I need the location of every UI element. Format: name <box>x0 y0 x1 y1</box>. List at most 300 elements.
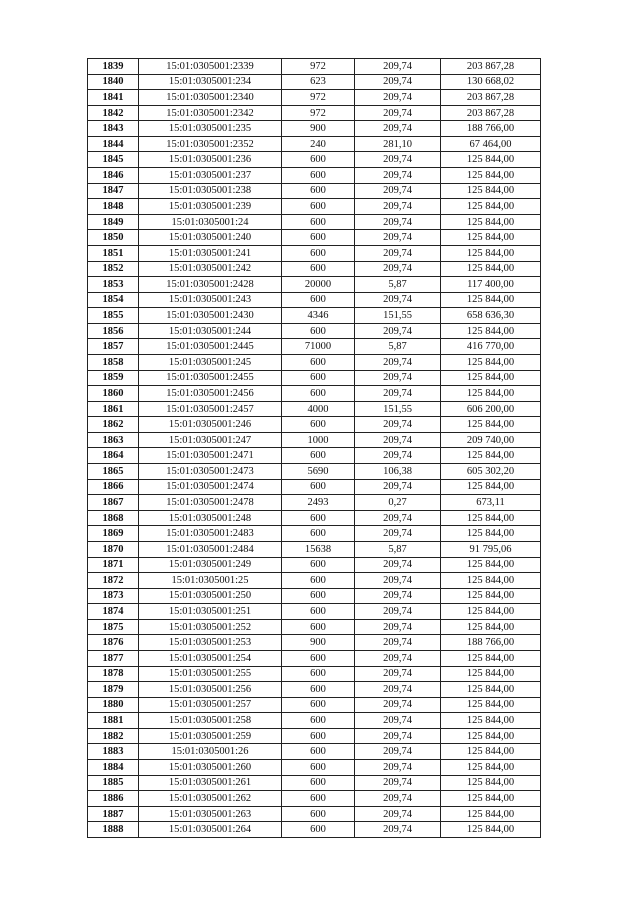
cadastral-value-cell: 125 844,00 <box>441 479 541 495</box>
cadastral-number-cell: 15:01:0305001:236 <box>139 152 282 168</box>
table-row <box>88 495 541 511</box>
cadastral-number-cell: 15:01:0305001:2340 <box>139 90 282 106</box>
cadastral-value-cell: 209 740,00 <box>441 432 541 448</box>
area-cell: 600 <box>282 650 355 666</box>
table-row <box>88 557 541 573</box>
row-number-cell: 1868 <box>88 510 139 526</box>
table-row <box>88 105 541 121</box>
cadastral-number-cell: 15:01:0305001:237 <box>139 168 282 184</box>
area-cell: 600 <box>282 230 355 246</box>
specific-value-cell: 209,74 <box>355 214 441 230</box>
table-row <box>88 323 541 339</box>
table-row <box>88 526 541 542</box>
area-cell: 600 <box>282 479 355 495</box>
row-number-cell: 1862 <box>88 417 139 433</box>
cadastral-number-cell: 15:01:0305001:250 <box>139 588 282 604</box>
specific-value-cell: 209,74 <box>355 510 441 526</box>
area-cell: 600 <box>282 261 355 277</box>
cadastral-number-cell: 15:01:0305001:25 <box>139 573 282 589</box>
cadastral-value-cell: 125 844,00 <box>441 386 541 402</box>
cadastral-value-cell: 125 844,00 <box>441 806 541 822</box>
table-row <box>88 604 541 620</box>
specific-value-cell: 209,74 <box>355 697 441 713</box>
row-number-cell: 1847 <box>88 183 139 199</box>
row-number-cell: 1873 <box>88 588 139 604</box>
area-cell: 600 <box>282 448 355 464</box>
specific-value-cell: 281,10 <box>355 136 441 152</box>
row-number-cell: 1863 <box>88 432 139 448</box>
specific-value-cell: 106,38 <box>355 464 441 480</box>
cadastral-value-cell: 125 844,00 <box>441 619 541 635</box>
area-cell: 600 <box>282 588 355 604</box>
row-number-cell: 1857 <box>88 339 139 355</box>
cadastral-number-cell: 15:01:0305001:2455 <box>139 370 282 386</box>
row-number-cell: 1886 <box>88 791 139 807</box>
row-number-cell: 1876 <box>88 635 139 651</box>
cadastral-value-cell: 416 770,00 <box>441 339 541 355</box>
cadastral-value-cell: 125 844,00 <box>441 604 541 620</box>
row-number-cell: 1864 <box>88 448 139 464</box>
row-number-cell: 1871 <box>88 557 139 573</box>
area-cell: 4000 <box>282 401 355 417</box>
cadastral-value-cell: 125 844,00 <box>441 775 541 791</box>
cadastral-value-cell: 125 844,00 <box>441 791 541 807</box>
table-row <box>88 791 541 807</box>
specific-value-cell: 5,87 <box>355 277 441 293</box>
row-number-cell: 1842 <box>88 105 139 121</box>
row-number-cell: 1846 <box>88 168 139 184</box>
cadastral-number-cell: 15:01:0305001:260 <box>139 760 282 776</box>
table-row <box>88 136 541 152</box>
table-row <box>88 541 541 557</box>
table-row <box>88 261 541 277</box>
row-number-cell: 1872 <box>88 573 139 589</box>
cadastral-number-cell: 15:01:0305001:2445 <box>139 339 282 355</box>
area-cell: 972 <box>282 105 355 121</box>
area-cell: 600 <box>282 728 355 744</box>
table-row <box>88 292 541 308</box>
cadastral-number-cell: 15:01:0305001:251 <box>139 604 282 620</box>
cadastral-number-cell: 15:01:0305001:242 <box>139 261 282 277</box>
cadastral-value-cell: 188 766,00 <box>441 121 541 137</box>
cadastral-value-cell: 203 867,28 <box>441 90 541 106</box>
cadastral-value-cell: 125 844,00 <box>441 728 541 744</box>
row-number-cell: 1858 <box>88 354 139 370</box>
specific-value-cell: 209,74 <box>355 650 441 666</box>
table-row <box>88 822 541 838</box>
table-row <box>88 339 541 355</box>
cadastral-value-cell: 606 200,00 <box>441 401 541 417</box>
specific-value-cell: 209,74 <box>355 245 441 261</box>
table-row <box>88 74 541 90</box>
specific-value-cell: 0,27 <box>355 495 441 511</box>
specific-value-cell: 209,74 <box>355 370 441 386</box>
row-number-cell: 1854 <box>88 292 139 308</box>
area-cell: 972 <box>282 59 355 75</box>
specific-value-cell: 209,74 <box>355 588 441 604</box>
area-cell: 600 <box>282 791 355 807</box>
area-cell: 2493 <box>282 495 355 511</box>
cadastral-number-cell: 15:01:0305001:2457 <box>139 401 282 417</box>
row-number-cell: 1849 <box>88 214 139 230</box>
cadastral-value-cell: 125 844,00 <box>441 354 541 370</box>
specific-value-cell: 209,74 <box>355 90 441 106</box>
row-number-cell: 1853 <box>88 277 139 293</box>
specific-value-cell: 209,74 <box>355 417 441 433</box>
table-row <box>88 90 541 106</box>
row-number-cell: 1870 <box>88 541 139 557</box>
specific-value-cell: 209,74 <box>355 74 441 90</box>
specific-value-cell: 209,74 <box>355 728 441 744</box>
row-number-cell: 1848 <box>88 199 139 215</box>
cadastral-number-cell: 15:01:0305001:254 <box>139 650 282 666</box>
cadastral-value-cell: 125 844,00 <box>441 417 541 433</box>
cadastral-number-cell: 15:01:0305001:24 <box>139 214 282 230</box>
area-cell: 900 <box>282 121 355 137</box>
specific-value-cell: 209,74 <box>355 152 441 168</box>
table-row <box>88 245 541 261</box>
cadastral-number-cell: 15:01:0305001:247 <box>139 432 282 448</box>
cadastral-number-cell: 15:01:0305001:238 <box>139 183 282 199</box>
cadastral-value-cell: 203 867,28 <box>441 105 541 121</box>
area-cell: 600 <box>282 775 355 791</box>
row-number-cell: 1860 <box>88 386 139 402</box>
cadastral-number-cell: 15:01:0305001:2430 <box>139 308 282 324</box>
specific-value-cell: 209,74 <box>355 105 441 121</box>
row-number-cell: 1855 <box>88 308 139 324</box>
specific-value-cell: 209,74 <box>355 432 441 448</box>
cadastral-value-cell: 125 844,00 <box>441 199 541 215</box>
specific-value-cell: 209,74 <box>355 744 441 760</box>
row-number-cell: 1875 <box>88 619 139 635</box>
specific-value-cell: 209,74 <box>355 619 441 635</box>
row-number-cell: 1878 <box>88 666 139 682</box>
cadastral-value-cell: 130 668,02 <box>441 74 541 90</box>
cadastral-number-cell: 15:01:0305001:239 <box>139 199 282 215</box>
cadastral-value-cell: 67 464,00 <box>441 136 541 152</box>
row-number-cell: 1850 <box>88 230 139 246</box>
cadastral-number-cell: 15:01:0305001:249 <box>139 557 282 573</box>
cadastral-value-cell: 125 844,00 <box>441 152 541 168</box>
table-row <box>88 728 541 744</box>
table-row <box>88 619 541 635</box>
cadastral-value-cell: 203 867,28 <box>441 59 541 75</box>
cadastral-value-cell: 125 844,00 <box>441 510 541 526</box>
table-row <box>88 401 541 417</box>
area-cell: 240 <box>282 136 355 152</box>
table-row <box>88 354 541 370</box>
cadastral-number-cell: 15:01:0305001:253 <box>139 635 282 651</box>
row-number-cell: 1879 <box>88 682 139 698</box>
table-row <box>88 168 541 184</box>
table-row <box>88 121 541 137</box>
table-row <box>88 59 541 75</box>
cadastral-number-cell: 15:01:0305001:2352 <box>139 136 282 152</box>
table-body <box>88 59 541 838</box>
cadastral-value-cell: 125 844,00 <box>441 448 541 464</box>
row-number-cell: 1865 <box>88 464 139 480</box>
specific-value-cell: 209,74 <box>355 323 441 339</box>
specific-value-cell: 209,74 <box>355 682 441 698</box>
table-row <box>88 744 541 760</box>
row-number-cell: 1882 <box>88 728 139 744</box>
area-cell: 600 <box>282 822 355 838</box>
row-number-cell: 1888 <box>88 822 139 838</box>
area-cell: 600 <box>282 713 355 729</box>
cadastral-value-cell: 125 844,00 <box>441 760 541 776</box>
area-cell: 600 <box>282 682 355 698</box>
row-number-cell: 1874 <box>88 604 139 620</box>
cadastral-value-cell: 125 844,00 <box>441 323 541 339</box>
cadastral-value-cell: 125 844,00 <box>441 697 541 713</box>
row-number-cell: 1880 <box>88 697 139 713</box>
table-row <box>88 806 541 822</box>
row-number-cell: 1844 <box>88 136 139 152</box>
cadastral-value-cell: 673,11 <box>441 495 541 511</box>
area-cell: 71000 <box>282 339 355 355</box>
cadastral-value-cell: 125 844,00 <box>441 713 541 729</box>
area-cell: 600 <box>282 214 355 230</box>
cadastral-value-cell: 125 844,00 <box>441 588 541 604</box>
row-number-cell: 1851 <box>88 245 139 261</box>
specific-value-cell: 209,74 <box>355 183 441 199</box>
table-row <box>88 666 541 682</box>
table-row <box>88 682 541 698</box>
specific-value-cell: 209,74 <box>355 448 441 464</box>
area-cell: 900 <box>282 635 355 651</box>
row-number-cell: 1877 <box>88 650 139 666</box>
specific-value-cell: 209,74 <box>355 557 441 573</box>
row-number-cell: 1866 <box>88 479 139 495</box>
specific-value-cell: 209,74 <box>355 121 441 137</box>
cadastral-number-cell: 15:01:0305001:240 <box>139 230 282 246</box>
cadastral-value-cell: 125 844,00 <box>441 744 541 760</box>
area-cell: 600 <box>282 760 355 776</box>
area-cell: 600 <box>282 604 355 620</box>
cadastral-value-cell: 125 844,00 <box>441 168 541 184</box>
specific-value-cell: 209,74 <box>355 59 441 75</box>
specific-value-cell: 209,74 <box>355 604 441 620</box>
table-row <box>88 479 541 495</box>
table-row <box>88 277 541 293</box>
specific-value-cell: 209,74 <box>355 292 441 308</box>
row-number-cell: 1881 <box>88 713 139 729</box>
table-row <box>88 417 541 433</box>
area-cell: 600 <box>282 557 355 573</box>
cadastral-number-cell: 15:01:0305001:2484 <box>139 541 282 557</box>
cadastral-value-cell: 658 636,30 <box>441 308 541 324</box>
cadastral-value-cell: 125 844,00 <box>441 183 541 199</box>
table-row <box>88 230 541 246</box>
cadastral-number-cell: 15:01:0305001:2342 <box>139 105 282 121</box>
row-number-cell: 1867 <box>88 495 139 511</box>
area-cell: 1000 <box>282 432 355 448</box>
table-row <box>88 386 541 402</box>
cadastral-number-cell: 15:01:0305001:258 <box>139 713 282 729</box>
table-row <box>88 183 541 199</box>
cadastral-number-cell: 15:01:0305001:245 <box>139 354 282 370</box>
row-number-cell: 1861 <box>88 401 139 417</box>
cadastral-value-cell: 117 400,00 <box>441 277 541 293</box>
area-cell: 600 <box>282 573 355 589</box>
specific-value-cell: 209,74 <box>355 479 441 495</box>
table-row <box>88 510 541 526</box>
row-number-cell: 1859 <box>88 370 139 386</box>
cadastral-value-cell: 91 795,06 <box>441 541 541 557</box>
specific-value-cell: 5,87 <box>355 541 441 557</box>
table-row <box>88 713 541 729</box>
area-cell: 600 <box>282 744 355 760</box>
table-row <box>88 448 541 464</box>
cadastral-number-cell: 15:01:0305001:2474 <box>139 479 282 495</box>
specific-value-cell: 209,74 <box>355 199 441 215</box>
cadastral-value-cell: 125 844,00 <box>441 370 541 386</box>
cadastral-number-cell: 15:01:0305001:248 <box>139 510 282 526</box>
area-cell: 5690 <box>282 464 355 480</box>
cadastral-value-cell: 125 844,00 <box>441 666 541 682</box>
cadastral-value-cell: 125 844,00 <box>441 650 541 666</box>
table-row <box>88 760 541 776</box>
cadastral-number-cell: 15:01:0305001:263 <box>139 806 282 822</box>
specific-value-cell: 209,74 <box>355 806 441 822</box>
cadastral-value-cell: 125 844,00 <box>441 526 541 542</box>
area-cell: 600 <box>282 183 355 199</box>
cadastral-number-cell: 15:01:0305001:246 <box>139 417 282 433</box>
specific-value-cell: 209,74 <box>355 713 441 729</box>
specific-value-cell: 209,74 <box>355 635 441 651</box>
specific-value-cell: 151,55 <box>355 401 441 417</box>
area-cell: 600 <box>282 354 355 370</box>
row-number-cell: 1852 <box>88 261 139 277</box>
specific-value-cell: 209,74 <box>355 573 441 589</box>
row-number-cell: 1840 <box>88 74 139 90</box>
specific-value-cell: 5,87 <box>355 339 441 355</box>
area-cell: 972 <box>282 90 355 106</box>
specific-value-cell: 209,74 <box>355 822 441 838</box>
cadastral-number-cell: 15:01:0305001:2483 <box>139 526 282 542</box>
area-cell: 600 <box>282 292 355 308</box>
specific-value-cell: 209,74 <box>355 168 441 184</box>
cadastral-value-cell: 125 844,00 <box>441 214 541 230</box>
cadastral-value-cell: 125 844,00 <box>441 682 541 698</box>
area-cell: 20000 <box>282 277 355 293</box>
row-number-cell: 1856 <box>88 323 139 339</box>
cadastral-value-cell: 188 766,00 <box>441 635 541 651</box>
cadastral-number-cell: 15:01:0305001:26 <box>139 744 282 760</box>
area-cell: 600 <box>282 806 355 822</box>
row-number-cell: 1885 <box>88 775 139 791</box>
area-cell: 600 <box>282 386 355 402</box>
cadastral-value-cell: 125 844,00 <box>441 230 541 246</box>
row-number-cell: 1845 <box>88 152 139 168</box>
table-row <box>88 214 541 230</box>
specific-value-cell: 209,74 <box>355 760 441 776</box>
cadastral-number-cell: 15:01:0305001:261 <box>139 775 282 791</box>
row-number-cell: 1839 <box>88 59 139 75</box>
area-cell: 600 <box>282 370 355 386</box>
table-row <box>88 199 541 215</box>
table-row <box>88 432 541 448</box>
cadastral-number-cell: 15:01:0305001:257 <box>139 697 282 713</box>
table-row <box>88 308 541 324</box>
row-number-cell: 1883 <box>88 744 139 760</box>
table-row <box>88 697 541 713</box>
row-number-cell: 1869 <box>88 526 139 542</box>
cadastral-number-cell: 15:01:0305001:2339 <box>139 59 282 75</box>
area-cell: 600 <box>282 245 355 261</box>
area-cell: 600 <box>282 697 355 713</box>
area-cell: 600 <box>282 168 355 184</box>
cadastral-value-cell: 605 302,20 <box>441 464 541 480</box>
table-row <box>88 464 541 480</box>
cadastral-number-cell: 15:01:0305001:2456 <box>139 386 282 402</box>
cadastral-value-cell: 125 844,00 <box>441 822 541 838</box>
cadastral-number-cell: 15:01:0305001:2428 <box>139 277 282 293</box>
cadastral-number-cell: 15:01:0305001:2471 <box>139 448 282 464</box>
area-cell: 600 <box>282 323 355 339</box>
cadastral-number-cell: 15:01:0305001:2478 <box>139 495 282 511</box>
row-number-cell: 1884 <box>88 760 139 776</box>
specific-value-cell: 209,74 <box>355 666 441 682</box>
cadastral-number-cell: 15:01:0305001:243 <box>139 292 282 308</box>
cadastral-number-cell: 15:01:0305001:262 <box>139 791 282 807</box>
cadastral-number-cell: 15:01:0305001:244 <box>139 323 282 339</box>
cadastral-value-table <box>87 58 541 838</box>
area-cell: 600 <box>282 666 355 682</box>
cadastral-number-cell: 15:01:0305001:2473 <box>139 464 282 480</box>
cadastral-value-cell: 125 844,00 <box>441 261 541 277</box>
cadastral-number-cell: 15:01:0305001:259 <box>139 728 282 744</box>
area-cell: 600 <box>282 510 355 526</box>
specific-value-cell: 209,74 <box>355 791 441 807</box>
cadastral-number-cell: 15:01:0305001:234 <box>139 74 282 90</box>
row-number-cell: 1841 <box>88 90 139 106</box>
table-row <box>88 152 541 168</box>
specific-value-cell: 209,74 <box>355 775 441 791</box>
area-cell: 600 <box>282 526 355 542</box>
cadastral-value-cell: 125 844,00 <box>441 573 541 589</box>
row-number-cell: 1887 <box>88 806 139 822</box>
table-row <box>88 635 541 651</box>
specific-value-cell: 209,74 <box>355 354 441 370</box>
cadastral-number-cell: 15:01:0305001:235 <box>139 121 282 137</box>
cadastral-number-cell: 15:01:0305001:264 <box>139 822 282 838</box>
row-number-cell: 1843 <box>88 121 139 137</box>
table-row <box>88 588 541 604</box>
cadastral-number-cell: 15:01:0305001:255 <box>139 666 282 682</box>
cadastral-number-cell: 15:01:0305001:241 <box>139 245 282 261</box>
cadastral-value-cell: 125 844,00 <box>441 557 541 573</box>
table-row <box>88 650 541 666</box>
specific-value-cell: 209,74 <box>355 230 441 246</box>
area-cell: 4346 <box>282 308 355 324</box>
cadastral-value-cell: 125 844,00 <box>441 292 541 308</box>
area-cell: 623 <box>282 74 355 90</box>
specific-value-cell: 151,55 <box>355 308 441 324</box>
area-cell: 600 <box>282 417 355 433</box>
cadastral-number-cell: 15:01:0305001:252 <box>139 619 282 635</box>
specific-value-cell: 209,74 <box>355 526 441 542</box>
specific-value-cell: 209,74 <box>355 386 441 402</box>
table-row <box>88 775 541 791</box>
table-row <box>88 370 541 386</box>
area-cell: 600 <box>282 199 355 215</box>
specific-value-cell: 209,74 <box>355 261 441 277</box>
area-cell: 15638 <box>282 541 355 557</box>
cadastral-number-cell: 15:01:0305001:256 <box>139 682 282 698</box>
area-cell: 600 <box>282 152 355 168</box>
cadastral-value-cell: 125 844,00 <box>441 245 541 261</box>
